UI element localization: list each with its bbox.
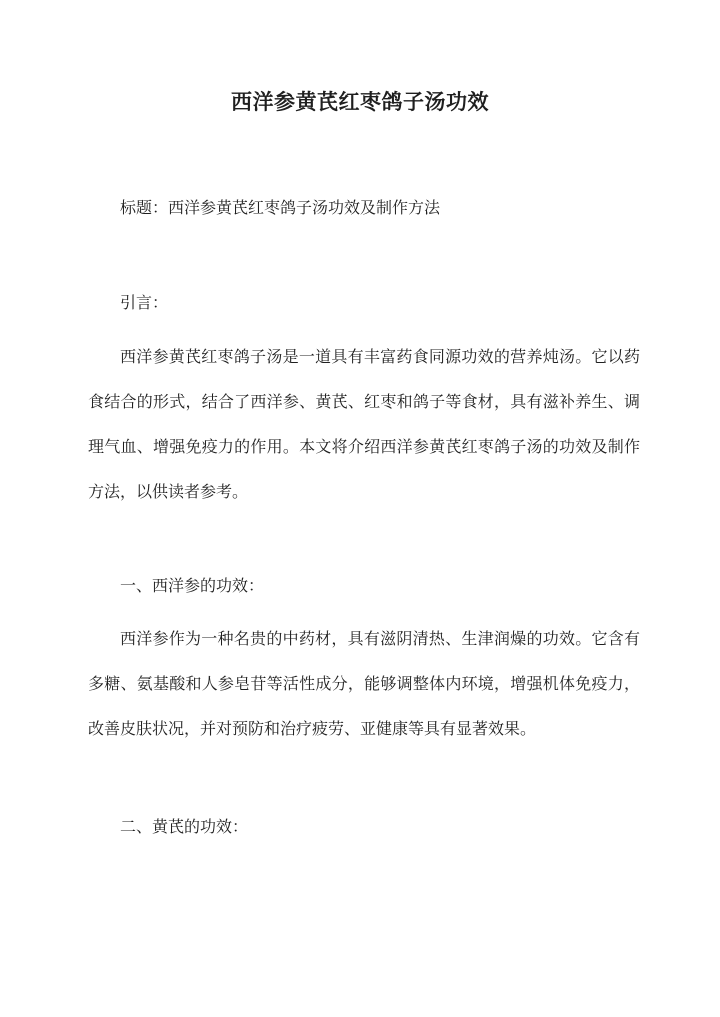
- subtitle-line: 标题：西洋参黄芪红枣鸽子汤功效及制作方法: [120, 198, 441, 217]
- intro-heading: 引言：: [120, 293, 169, 312]
- section2-heading: 二、黄芪的功效：: [120, 817, 249, 836]
- section1-heading: 一、西洋参的功效：: [120, 576, 265, 595]
- intro-paragraph: 西洋参黄芪红枣鸽子汤是一道具有丰富药食同源功效的营养炖汤。它以药食结合的形式，结合了西洋参、黄芪、红枣和鸽子等食材，具有滋补养生、调理气血、增强免疫力的作用。本文将介绍西洋参黄芪红枣鸽子汤的功效及制作方法，以供读者参考。: [88, 347, 640, 501]
- document-title: 西洋参黄芪红枣鸽子汤功效: [231, 89, 489, 114]
- section1-paragraph: 西洋参作为一种名贵的中药材，具有滋阴清热、生津润燥的功效。它含有多糖、氨基酸和人参皂苷等活性成分，能够调整体内环境，增强机体免疫力，改善皮肤状况，并对预防和治疗疲劳、亚健康等具有显著效果。: [88, 629, 640, 738]
